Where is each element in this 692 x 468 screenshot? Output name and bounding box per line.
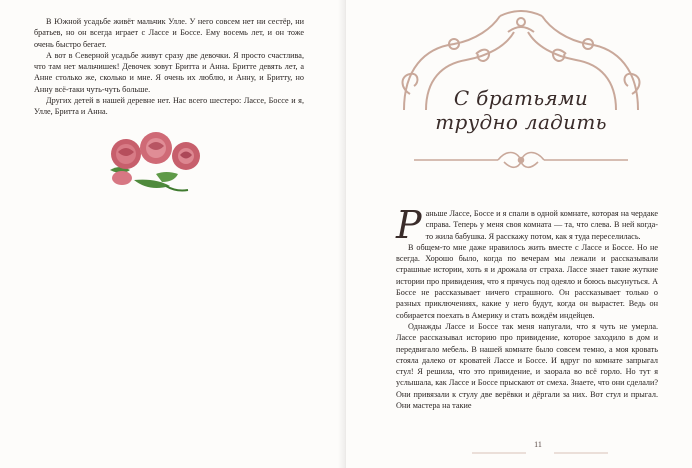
right-paragraph-2: В общем-то мне даже нравилось жить вместе с Лассе и Боссе. Но не всегда. Хорошо было, когда по вечерам мы лежали и рассказывали страшные истории, хоть я и дрожала от страха. Лассе знает такие жуткие истории про привидения, что я прячусь под одеяло и боюсь высунуться. А Боссе не рассказывает ничего страшного. Он рассказывает только о разных приключениях, какие у него будут, когда он вырастет. Ведь он собирается поехать в Америку и стать вождём индейцев.: [396, 242, 658, 320]
right-page-text: [396, 203, 658, 411]
left-paragraph-1: В Южной усадьбе живёт мальчик Улле. У него совсем нет ни сестёр, ни братьев, но он всегда играет с Лассе и Боссе. Ему восемь лет, и он тоже очень быстро бегает.: [34, 17, 304, 49]
chapter-title: [396, 86, 646, 134]
rose-illustration: [104, 130, 214, 200]
drop-cap: Р: [396, 203, 422, 247]
chapter-title-line-1: С братьями: [453, 86, 589, 110]
page-number: 11: [534, 440, 542, 449]
chapter-title-line-2: трудно ладить: [435, 110, 607, 134]
page-number-ornament: [470, 448, 610, 458]
right-paragraph-1: [396, 203, 658, 247]
title-underline-ornament: [412, 148, 630, 174]
left-paragraph-2: А вот в Северной усадьбе живут сразу две девочки. Я просто счастлива, что там нет мальчишек! Девочек зовут Бритта и Анна. Бритте девять лет, а Анне столько же, сколько и мне. Я очень их люблю, и Анну, и Бритту, но Анну всё-таки чуть-чуть больше.: [34, 50, 304, 94]
right-paragraph-3: Однажды Лассе и Боссе так меня напугали, что я чуть не умерла. Лассе рассказывал историю про привидение, которое заходило в дом и передвигало мебель. В нашей комнате было совсем темно, а моя кровать стояла далеко от кроватей Лассе и Боссе. И вдруг по комнате запрыгал стул! Я решила, что это привидение, и заорала во всё горло. Но тут я услышала, как Лассе и Боссе прыскают от смеха. Знаете, что они сделали? Они привязали к стулу две верёвки и дёргали за них. Вот стул и прыгал. Они мастера на такие: [396, 321, 658, 411]
right-paragraph-1-text: аньше Лассе, Боссе и я спали в одной комнате, которая на чердаке справа. Теперь у меня своя комната — та, что слева. В ней когда-то жила бабушка. Я расскажу потом, как я туда переселилась.: [425, 209, 658, 241]
left-paragraph-3: Других детей в нашей деревне нет. Нас всего шестеро: Лассе, Боссе и я, Улле, Бритта и Анна.: [34, 96, 304, 117]
left-page-text: [34, 16, 304, 118]
